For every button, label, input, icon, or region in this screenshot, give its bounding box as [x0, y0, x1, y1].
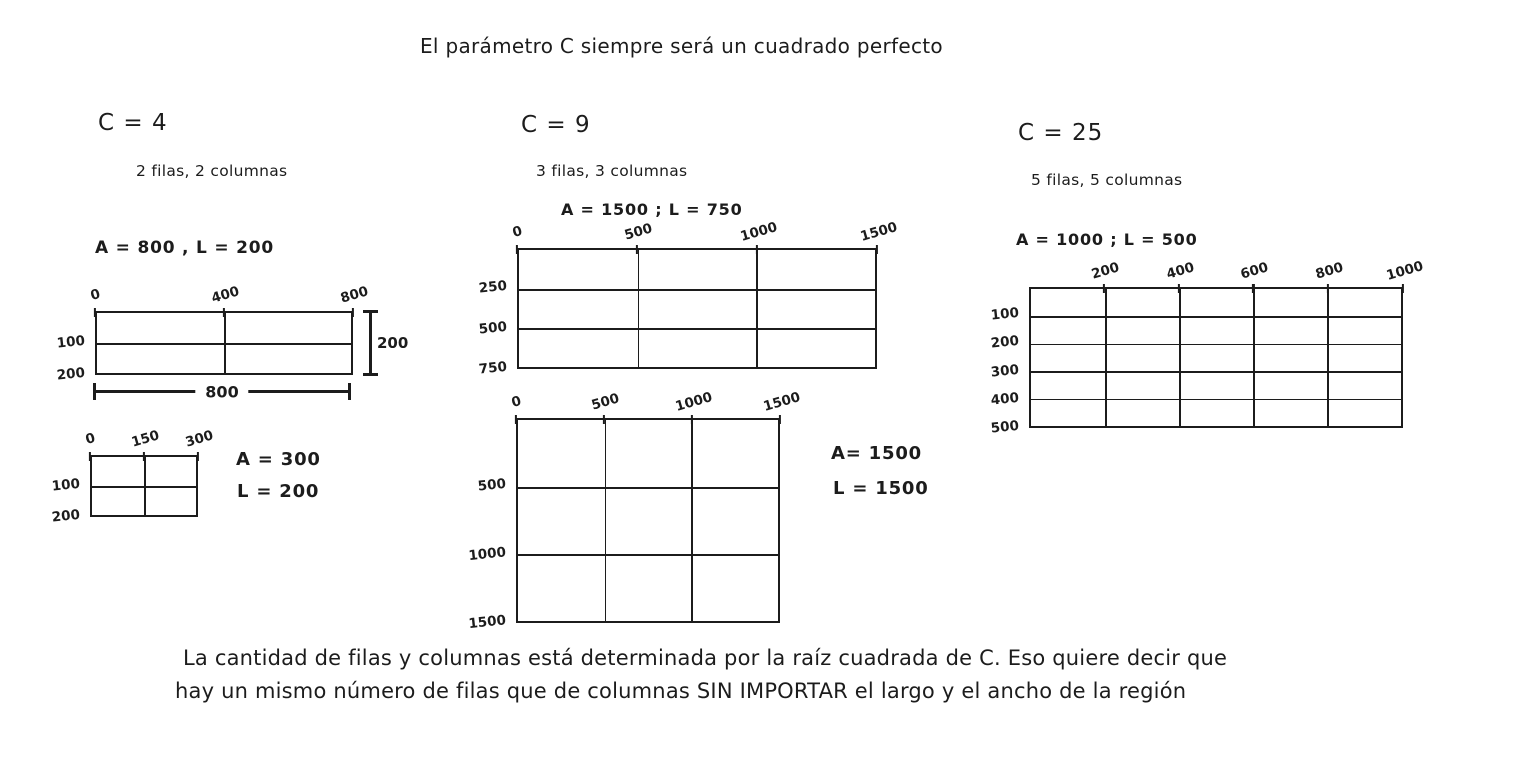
width-dimension-value: 800 — [195, 382, 248, 401]
grid-vertical-line — [1179, 289, 1181, 426]
c4-small-grid — [51, 427, 216, 526]
grid-horizontal-line — [97, 343, 351, 345]
grid-top-tick — [603, 415, 605, 424]
footer-line-2: hay un mismo número de filas que de columnas SIN IMPORTAR el largo y el ancho de la región — [175, 679, 1187, 703]
height-dimension-bracket — [369, 311, 409, 375]
section-c25-subtitle: 5 filas, 5 columnas — [1031, 171, 1183, 189]
grid-top-label: 600 — [1239, 259, 1271, 283]
c9-area-length-label: A = 1500 ; L = 750 — [561, 200, 743, 219]
grid-left-label: 1500 — [467, 612, 507, 633]
section-c4-subtitle: 2 filas, 2 columnas — [136, 162, 288, 180]
grid-left-label: 100 — [990, 304, 1020, 324]
grid-left-label: 500 — [478, 318, 508, 338]
grid-left-label: 400 — [990, 389, 1020, 409]
grid-top-label: 1500 — [761, 389, 803, 415]
grid-top-tick — [1402, 284, 1404, 293]
main-title: El parámetro C siempre será un cuadrado perfecto — [420, 34, 943, 58]
grid-top-label: 500 — [589, 390, 622, 414]
grid-horizontal-line — [518, 554, 778, 556]
grid-left-label: 200 — [51, 506, 81, 526]
grid-top-tick — [223, 308, 225, 317]
grid-top-label: 400 — [209, 283, 242, 307]
grid-top-label: 800 — [1313, 259, 1346, 283]
grid-top-tick — [89, 452, 91, 461]
c4-area-length-label: A = 800 , L = 200 — [95, 238, 275, 258]
grid-top-label: 1000 — [738, 219, 780, 245]
grid-top-tick — [515, 415, 517, 424]
grid-top-label: 500 — [622, 220, 655, 244]
grid-left-label: 750 — [478, 358, 508, 378]
grid-top-tick — [1103, 284, 1105, 293]
grid-top-tick — [352, 308, 354, 317]
grid-top-tick — [756, 245, 758, 254]
grid-horizontal-line — [1031, 344, 1401, 346]
grid-left-label: 200 — [56, 364, 86, 384]
footer-line-1: La cantidad de filas y columnas está determinada por la raíz cuadrada de C. Eso quiere decir que — [183, 646, 1228, 670]
grid-top-label: 800 — [338, 283, 371, 307]
grid-top-label: 0 — [88, 286, 103, 304]
c9-square-grid — [467, 389, 803, 633]
grid-top-tick — [197, 452, 199, 461]
grid-box — [95, 311, 353, 375]
grid-box — [1029, 287, 1403, 428]
grid-vertical-line — [638, 250, 640, 367]
grid-vertical-line — [691, 420, 693, 621]
section-c9-subtitle: 3 filas, 3 columnas — [536, 162, 688, 180]
c9-wide-grid — [478, 219, 900, 378]
grid-left-label: 250 — [478, 278, 508, 297]
grid-left-label: 1000 — [467, 543, 507, 564]
grid-box — [516, 418, 780, 623]
c25-area-length-label: A = 1000 ; L = 500 — [1016, 230, 1198, 249]
grid-top-label: 1000 — [673, 389, 715, 415]
c25-grid — [990, 258, 1426, 437]
grid-top-tick — [636, 245, 638, 254]
grid-horizontal-line — [519, 328, 875, 330]
c4-main-grid — [56, 283, 409, 401]
width-dimension-bracket — [93, 382, 351, 401]
grid-horizontal-line — [1031, 316, 1401, 318]
grid-horizontal-line — [92, 486, 196, 488]
c9-square-grid-length-label: L = 1500 — [833, 478, 929, 499]
grid-vertical-line — [1105, 289, 1107, 426]
grid-horizontal-line — [1031, 371, 1401, 373]
grid-top-tick — [143, 452, 145, 461]
grid-horizontal-line — [519, 289, 875, 291]
section-c25-heading: C = 25 — [1018, 120, 1104, 146]
grid-top-tick — [1327, 284, 1329, 293]
grid-box — [90, 455, 198, 517]
grid-top-label: 0 — [83, 430, 98, 448]
grid-top-label: 0 — [510, 223, 525, 241]
grid-left-label: 300 — [990, 361, 1020, 381]
c4-small-grid-area-label: A = 300 — [236, 449, 321, 470]
height-dimension-value: 200 — [374, 332, 408, 354]
c9-square-grid-area-label: A= 1500 — [831, 443, 922, 464]
grid-left-label: 100 — [56, 332, 86, 352]
grid-top-tick — [779, 415, 781, 424]
grid-box — [517, 248, 877, 369]
grid-vertical-line — [605, 420, 607, 621]
grid-top-tick — [516, 245, 518, 254]
section-c9-heading: C = 9 — [521, 112, 591, 138]
grid-top-label: 400 — [1164, 259, 1196, 283]
grid-horizontal-line — [1031, 399, 1401, 401]
grid-left-label: 200 — [990, 333, 1020, 353]
grid-top-label: 0 — [509, 393, 524, 411]
section-c4-heading: C = 4 — [98, 110, 168, 136]
grid-left-label: 500 — [990, 417, 1020, 437]
grid-vertical-line — [1253, 289, 1255, 426]
grid-top-label: 150 — [129, 427, 162, 451]
grid-left-label: 100 — [51, 475, 81, 495]
grid-top-label: 1000 — [1384, 258, 1426, 284]
grid-top-label: 300 — [183, 427, 216, 451]
grid-top-tick — [94, 308, 96, 317]
c4-small-grid-length-label: L = 200 — [237, 481, 320, 502]
grid-top-label: 200 — [1089, 259, 1121, 283]
grid-vertical-line — [1327, 289, 1329, 426]
grid-top-label: 1500 — [858, 219, 900, 245]
grid-top-tick — [1178, 284, 1180, 293]
grid-top-tick — [691, 415, 693, 424]
grid-horizontal-line — [518, 487, 778, 489]
grid-vertical-line — [756, 250, 758, 367]
grid-top-tick — [876, 245, 878, 254]
grid-left-label: 500 — [477, 476, 507, 495]
grid-top-tick — [1252, 284, 1254, 293]
